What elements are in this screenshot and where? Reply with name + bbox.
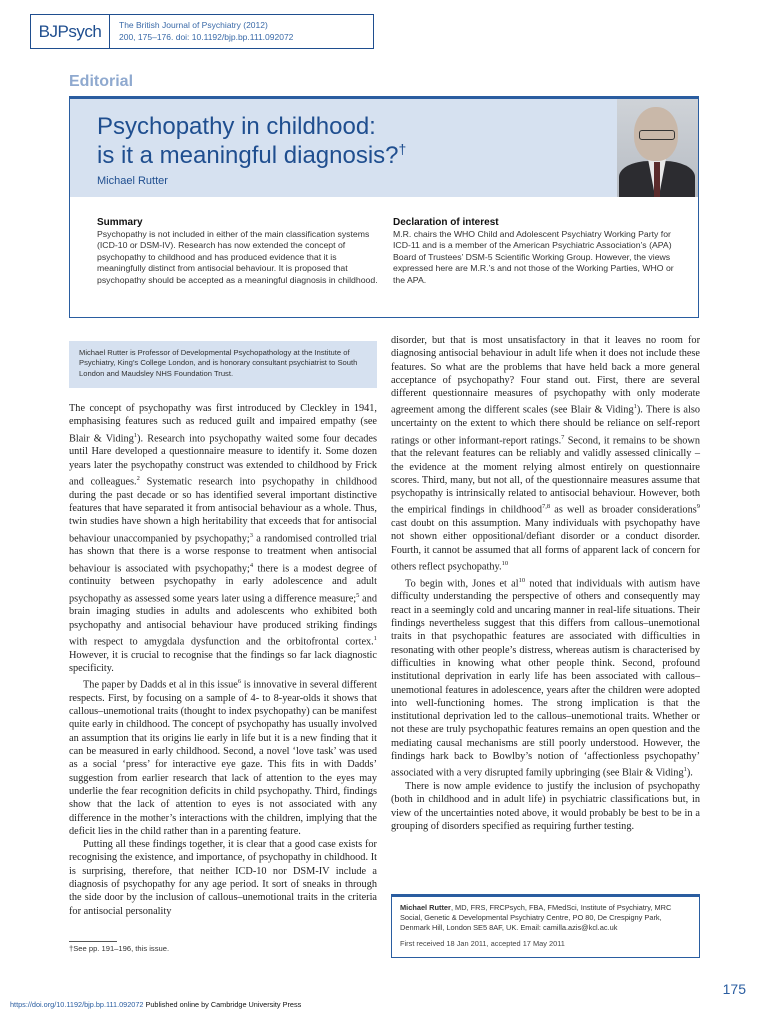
title-line-2: is it a meaningful diagnosis? — [97, 141, 399, 169]
journal-line-1: The British Journal of Psychiatry (2012) — [119, 20, 268, 31]
publication-note: https://doi.org/10.1192/bjp.bp.111.092072 Published online by Cambridge University Press — [10, 1000, 302, 1009]
footnote: †See pp. 191–196, this issue. — [69, 944, 170, 953]
paragraph: The paper by Dadds et al in this issue$^6$ is innovative in several different respects. First, by focusing on a sample of 4- to 8-year-olds it shows that callous–unemotional traits (thought to index psychopathy) can be manifest quite early in childhood. The concept of psychopathy has usually involved an assumption that its origins lie early in life but it is a new finding that it can be measured in early childhood. Second, a novel ‘love task’ was used as a social ‘press’ for interactive eye gaze. This fits in with Dadds’ suggestion from earlier research that lack of attention to the eyes may underlie the fear recognition deficits in child psychopathy. Third, findings show that the lack of attention to eyes is not associated with any difference in the mother’s interactions with the children, implying that the deficit lies in the child rather than in a parenting feature. — [69, 678, 377, 837]
article-title — [97, 113, 577, 170]
declaration-heading: Declaration of interest — [393, 217, 499, 228]
paragraph: To begin with, Jones et $al^{10}$ noted that individuals with autism have difficulty understanding the perspective of others and consequently may react in a seemingly cold and uncaring manner in real-life situations. Their findings nevertheless suggest that this differs from callous–unemotional traits in that psychopathic features are associated with difficulties in resonating with other people’s distress, whereas autism is characterised by difficulties in knowing what other people think. Second, profound institutional deprivation in early life has been associated with callous–unemotional features in adolescence, years after the children were adopted into well-functioning homes. The strong implication is that the institutional deprivation led to the callous–unemotional traits. Whether or not these are truly psychopathic features remains an open question and the mediating causal mechanisms are still poorly understood. However, the findings hark back to Bowlby’s notion of ‘affectionless psychopathy’ associated with a very disrupted family upbringing (see Blair & Viding$^1$). — [391, 576, 700, 779]
journal-citation — [110, 20, 293, 43]
page-number: 175 — [722, 981, 746, 997]
section-label: Editorial — [69, 73, 134, 90]
title-panel — [69, 96, 699, 318]
summary-heading: Summary — [97, 217, 143, 228]
declaration-text: M.R. chairs the WHO Child and Adolescent Psychiatry Working Party for ICD-11 and is a member of the American Psychiatric Association’s (APA) Board of Trustees’ DSM-5 Scientific Working Group. However, the views expressed here are M.R.’s and not those of the Working Parties, WHO or the APA. — [393, 229, 674, 285]
summary-box — [97, 217, 379, 286]
journal-logo: BJPsych — [31, 15, 110, 48]
author-bio: Michael Rutter is Professor of Developmental Psychopathology at the Institute of Psychiatry, King’s College London, and is honorary consultant psychiatrist to South London and Maudsley NHS Foundation Trust. — [69, 341, 377, 388]
title-dagger: † — [398, 140, 407, 157]
title-line-1: Psychopathy in childhood: — [97, 113, 376, 140]
journal-header — [30, 14, 374, 49]
declaration-box — [393, 217, 679, 286]
paragraph: Putting all these findings together, it is clear that a good case exists for recognising the existence, and importance, of psychopathy in childhood. It is surprising, therefore, that neither ICD-10 nor DSM-IV include a diagnosis of psychopathy for any age period. It sort of sneaks in through the side door by the inclusion of callous–unemotional traits in the criteria for antisocial personality — [69, 839, 377, 917]
doi-link[interactable]: https://doi.org/10.1192/bjp.bp.111.092072 — [10, 1000, 144, 1009]
author-portrait — [617, 99, 698, 197]
author-name: Michael Rutter — [97, 175, 168, 187]
footnote-rule — [69, 941, 117, 942]
body-right-column — [391, 334, 700, 833]
correspondence-details: Michael Rutter, MD, FRS, FRCPsych, FBA, FMedSci, Institute of Psychiatry, MRC Social, Genetic & Developmental Psychiatry Centre, PO 80, De Crespigny Park, Denmark Hill, London SE5 8AF, UK. Email: camilla.azis@kcl.ac.uk — [400, 903, 672, 932]
received-dates: First received 18 Jan 2011, accepted 17 May 2011 — [400, 938, 565, 948]
paragraph: The concept of psychopathy was first introduced by Cleckley in 1941, emphasising features such as reduced guilt and impaired empathy (see Blair & Viding$^1$). Research into psychopathy waited some four decades until Hare developed a questionnaire measure to identify it. Some dozen years later the psychopathy construct was extended to childhood by Frick and colleagues.$^2$ Systematic research into psychopathy in childhood during the past decade or so has identified several important distinctive features that have separated it from antisocial behaviour as a whole. Thus, twin studies have shown a high heritability that exceeds that for antisocial behaviour unaccompanied by psychopathy;$^3$ a randomised controlled trial has shown that there is a worse response to treatment when antisocial behaviour is associated with psychopathy;$^4$ there is a modest degree of continuity between psychopathy in early adolescence and adult psychopathy as assessed some years later using a difference measure;$^5$ and brain imaging studies in adults and adolescents who exhibited both psychopathy and antisocial behaviour have produced striking findings with respect to amygdala dysfunction and the orbitofrontal cortex.$^1$ However, it is crucial to recognise that the findings so far lack diagnostic specificity. — [69, 403, 378, 674]
body-left-column — [69, 402, 377, 918]
author-correspondence — [391, 894, 700, 958]
paragraph: There is now ample evidence to justify the inclusion of psychopathy (both in childhood and in adult life) in psychiatric classifications but, in view of the uncertainties noted above, it would probably be best to be in a grouping of disorders specified as requiring further testing. — [391, 781, 700, 832]
journal-line-2: 200, 175–176. doi: 10.1192/bjp.bp.111.092072 — [119, 31, 294, 42]
summary-text: Psychopathy is not included in either of the main classification systems (ICD-10 or DSM-IV). Research has now extended the concept of psychopathy to childhood and has produced evidence that it is meaningfully distinct from antisocial behaviour. It is proposed that psychopathy should be accepted as a meaningful diagnosis in childhood. — [97, 229, 378, 285]
paragraph: disorder, but that is most unsatisfactory in that it leaves no room for diagnosing antisocial behaviour in adult life when it does not include these features. So what are the problems that have held back a more general acceptance of psychopathy? Four stand out. First, there are several different questionnaire measures of psychopathy with only moderate agreement among the different scales (see Blair & Viding$^1$). There is also uncertainty on the extent to which there should be reliance on self-report ratings or other informant-report ratings.$^7$ Second, it remains to be shown that the relevant features can be reliably and validly assessed clinically – the evidence at the moment relying almost entirely on questionnaire scores. Third, many, but not all, of the questionnaire measures assume that psychopathy is intrinsically related to antisocial behaviour. However, both the empirical findings in childhood$^{7,8}$ as well as broader considerations$^9$ cast doubt on this assumption. Many individuals with psychopathy have not shown either oppositional/defiant disorder or a conduct disorder. Fourth, it cannot be assumed that all forms of apparent lack of concern for others reflect psychopathy.$^{10}$ — [391, 335, 700, 573]
